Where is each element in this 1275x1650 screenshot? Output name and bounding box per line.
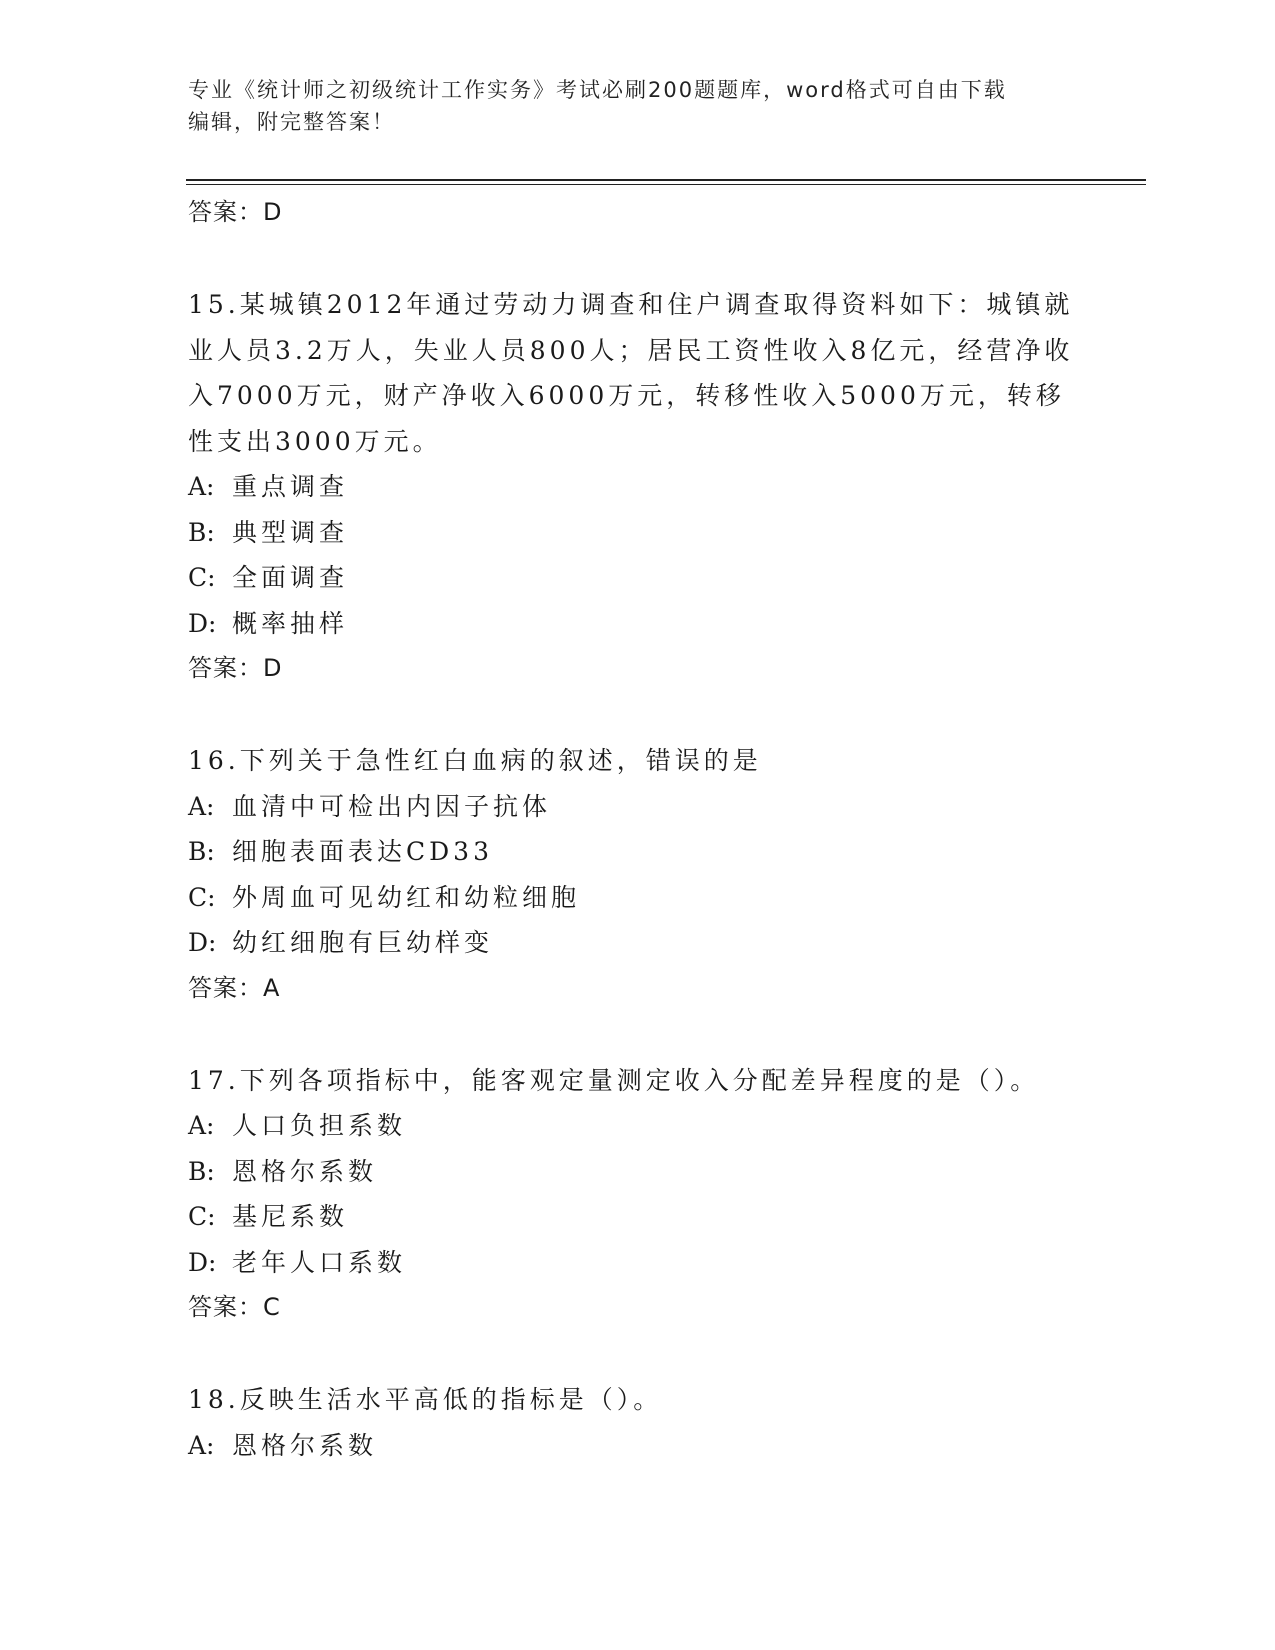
question-block [188, 1377, 1088, 1468]
question-block [188, 1058, 1088, 1330]
option-text: 老年人口系数 [232, 1247, 407, 1277]
question-stem: 17.下列各项指标中，能客观定量测定收入分配差异程度的是（）。 [188, 1065, 1040, 1095]
option-text: 基尼系数 [232, 1202, 349, 1231]
option-a [188, 1103, 1088, 1149]
answer-label: 答案：D [188, 198, 283, 226]
option-d [188, 1240, 1088, 1286]
option-key: A: [188, 1430, 215, 1460]
option-a [188, 464, 1088, 510]
document-header [188, 74, 1088, 138]
option-key: C: [188, 1202, 216, 1231]
option-b [188, 510, 1088, 556]
option-c [188, 1194, 1088, 1240]
header-rule-thick [186, 179, 1146, 181]
option-text: 概率抽样 [232, 608, 349, 638]
option-text: 恩格尔系数 [232, 1430, 378, 1460]
option-text: 幼红细胞有巨幼样变 [232, 928, 494, 957]
option-key: D: [188, 928, 217, 957]
option-d [188, 601, 1088, 647]
spacer [188, 1329, 1088, 1377]
option-key: B: [188, 517, 215, 547]
option-text: 重点调查 [232, 472, 349, 501]
header-line-1: 专业《统计师之初级统计工作实务》考试必刷200题题库，word格式可自由下载 [188, 78, 1007, 102]
header-rule-thin [186, 184, 1146, 185]
option-key: A: [188, 472, 215, 501]
answer-label: 答案：A [188, 973, 281, 1002]
option-b [188, 1149, 1088, 1195]
option-key: D: [188, 608, 217, 638]
option-b [188, 829, 1088, 875]
spacer [188, 234, 1088, 282]
question-stem: 16.下列关于急性红白血病的叙述，错误的是 [188, 746, 762, 775]
header-line-2: 编辑，附完整答案！ [188, 110, 395, 134]
option-text: 外周血可见幼红和幼粒细胞 [232, 882, 581, 912]
option-text: 细胞表面表达CD33 [232, 837, 493, 866]
option-key: A: [188, 791, 215, 821]
spacer [188, 1010, 1088, 1058]
option-text: 血清中可检出内因子抗体 [232, 791, 552, 821]
question-stem: 15.某城镇2012年通过劳动力调查和住户调查取得资料如下：城镇就业人员3.2万人，失业人员800人；居民工资性收入8亿元，经营净收入7000万元，财产净收入6000万元，转移性收入5000万元，转移性支出3000万元。 [188, 290, 1074, 456]
option-a [188, 1423, 1088, 1469]
option-key: C: [188, 563, 216, 592]
question-block [188, 738, 1088, 1010]
option-key: C: [188, 882, 216, 912]
option-key: A: [188, 1111, 215, 1140]
option-key: D: [188, 1247, 217, 1277]
answer-label: 答案：C [188, 1293, 281, 1321]
option-key: B: [188, 837, 215, 866]
spacer [188, 690, 1088, 738]
option-text: 全面调查 [232, 563, 349, 592]
option-d [188, 920, 1088, 966]
question-block [188, 282, 1088, 690]
option-text: 人口负担系数 [232, 1111, 407, 1140]
question-list [188, 190, 1088, 1468]
option-key: B: [188, 1156, 215, 1186]
option-c [188, 555, 1088, 601]
option-text: 恩格尔系数 [232, 1156, 378, 1186]
option-text: 典型调查 [232, 517, 349, 547]
option-c [188, 875, 1088, 921]
answer-label: 答案：D [188, 654, 283, 682]
option-a [188, 784, 1088, 830]
question-stem: 18.反映生活水平高低的指标是（）。 [188, 1385, 663, 1414]
